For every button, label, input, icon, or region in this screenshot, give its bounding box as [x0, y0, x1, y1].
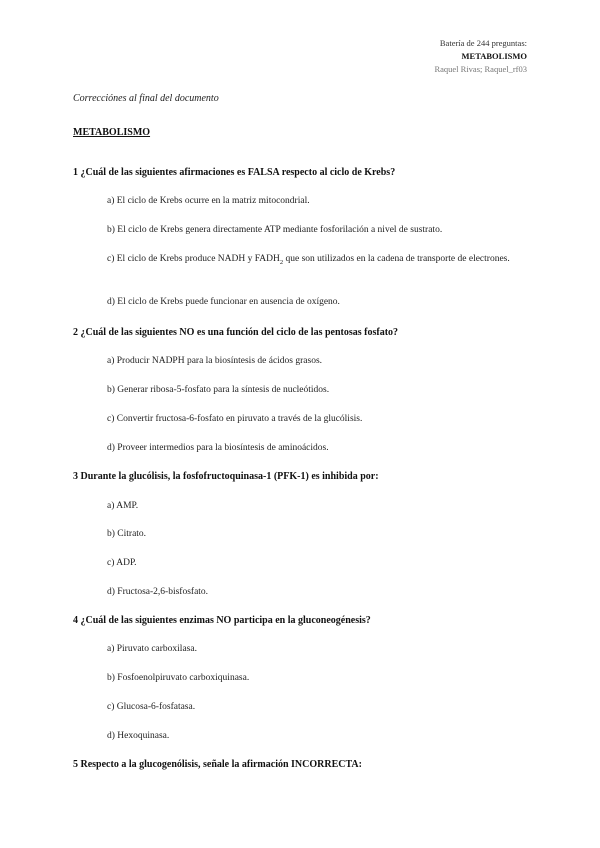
question-1-option-c — [107, 251, 527, 271]
question-5: 5 Respecto a la glucogenólisis, señale la afirmación INCORRECTA: — [73, 759, 362, 770]
question-2-option-a: a) Producir NADPH para la biosíntesis de ácidos grasos. — [107, 356, 323, 366]
header-author: Raquel Rivas; Raquel_rf03 — [434, 64, 527, 74]
question-1-option-d: d) El ciclo de Krebs puede funcionar en ausencia de oxígeno. — [107, 297, 340, 307]
question-2-option-d: d) Proveer intermedios para la biosíntesis de aminoácidos. — [107, 443, 329, 453]
header-subtitle: Batería de 244 preguntas: — [439, 38, 527, 48]
question-1-option-a: a) El ciclo de Krebs ocurre en la matriz mitocondrial. — [107, 196, 310, 206]
page-header — [434, 37, 527, 76]
question-4-option-b: b) Fosfoenolpiruvato carboxiquinasa. — [107, 673, 250, 683]
question-1-option-b: b) El ciclo de Krebs genera directamente ATP mediante fosforilación a nivel de sustrato. — [107, 225, 443, 235]
question-1: 1 ¿Cuál de las siguientes afirmaciones es FALSA respecto al ciclo de Krebs? — [73, 167, 396, 178]
question-4: 4 ¿Cuál de las siguientes enzimas NO participa en la gluconeogénesis? — [73, 615, 371, 626]
header-title: METABOLISMO — [461, 51, 527, 61]
corrections-note: Correcciónes al final del documento — [73, 93, 219, 104]
option-c-text: c) El ciclo de Krebs produce NADH y FADH — [107, 254, 280, 264]
question-4-option-d: d) Hexoquinasa. — [107, 731, 170, 741]
question-4-option-a: a) Piruvato carboxilasa. — [107, 644, 197, 654]
subscript: 2 — [279, 258, 284, 266]
question-3-option-c: c) ADP. — [107, 558, 137, 568]
question-4-option-c: c) Glucosa-6-fosfatasa. — [107, 702, 196, 712]
question-3: 3 Durante la glucólisis, la fosfofructoquinasa-1 (PFK-1) es inhibida por: — [73, 471, 379, 482]
section-title: METABOLISMO — [73, 127, 151, 138]
question-3-option-b: b) Citrato. — [107, 529, 147, 539]
question-3-option-d: d) Fructosa-2,6-bisfosfato. — [107, 587, 209, 597]
question-3-option-a: a) AMP. — [107, 501, 139, 511]
question-2-option-b: b) Generar ribosa-5-fosfato para la síntesis de nucleótidos. — [107, 385, 330, 395]
option-c-text-rest: que son utilizados en la cadena de transporte de electrones. — [283, 254, 510, 264]
question-2: 2 ¿Cuál de las siguientes NO es una función del ciclo de las pentosas fosfato? — [73, 327, 399, 338]
question-2-option-c: c) Convertir fructosa-6-fosfato en piruvato a través de la glucólisis. — [107, 414, 363, 424]
